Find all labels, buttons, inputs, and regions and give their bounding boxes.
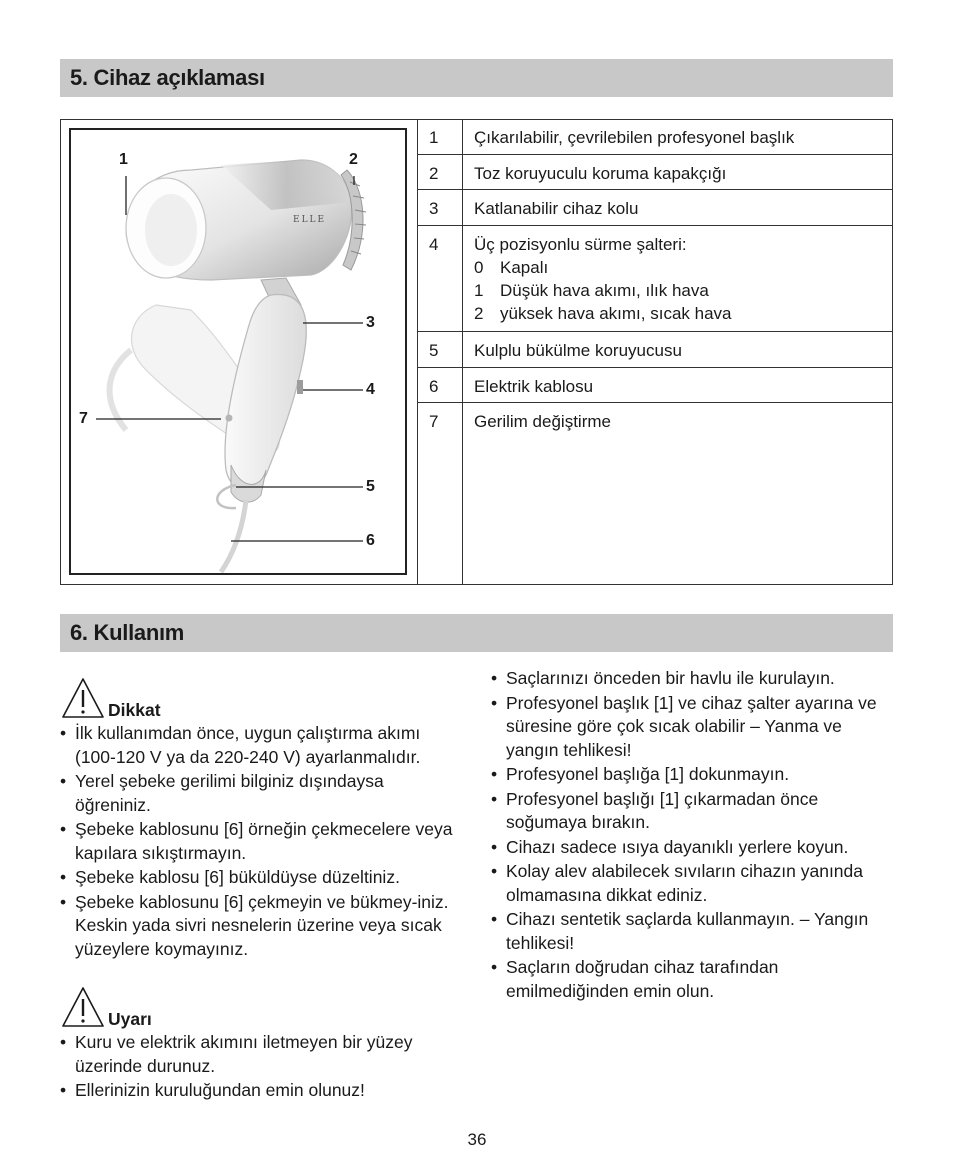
part-description: Toz koruyuculu koruma kapakçığı [474,164,727,183]
part-description: Çıkarılabilir, çevrilebilen profesyonel başlık [474,128,795,147]
list-item: • Şebeke kablosu [6] büküldüyse düzeltiniz. [60,866,460,890]
table-row [418,403,893,585]
callout-7: 7 [79,410,88,427]
callout-4: 4 [366,381,375,398]
list-item: • Cihazı sentetik saçlarda kullanmayın. – Yangın tehlikesi! [491,908,896,955]
part-number: 5 [429,341,439,360]
table-row [418,368,893,403]
list-item: • Saçlarınızı önceden bir havlu ile kurulayın. [491,667,896,691]
list-item: • Şebeke kablosunu [6] örneğin çekmecelere veya kapılara sıkıştırmayın. [60,818,460,865]
table-row [418,226,893,332]
list-item: • Ellerinizin kuruluğundan emin olunuz! [60,1079,460,1103]
part-description: Kulplu bükülme koruyucusu [474,341,682,360]
caution-heading [60,676,460,720]
caution-list [60,722,460,961]
part-number: 2 [429,164,439,183]
list-item: • Saçların doğrudan cihaz tarafından emilmediğinden emin olun. [491,956,896,1003]
warning-triangle-icon [60,676,106,720]
page-number: 36 [467,1130,487,1149]
warning-heading-label: Uyarı [108,1008,152,1029]
callout-1: 1 [119,151,128,168]
switch-title: Üç pozisyonlu sürme şalteri: [474,235,687,254]
parts-table [417,119,893,585]
usage-list [491,667,896,1003]
list-item: • Profesyonel başlığa [1] dokunmayın. [491,763,896,787]
part-number: 4 [429,235,439,254]
list-item: • Profesyonel başlık [1] ve cihaz şalter ayarına ve süresine göre çok sıcak olabilir – Yanma ve yangın tehlikesi! [491,692,896,763]
usage-right-column [491,667,896,1004]
switch-position-2: 2 yüksek hava akımı, sıcak hava [474,304,732,323]
part-description [474,233,884,325]
usage-left-column [60,676,460,1104]
callout-3: 3 [366,314,375,331]
section-heading-device-description: 5. Cihaz açıklaması [60,59,893,97]
hair-dryer-figure [69,128,407,575]
callout-6: 6 [366,532,375,549]
caution-heading-label: Dikkat [108,699,161,720]
hair-dryer-illustration [71,130,405,573]
callout-2: 2 [349,151,358,168]
part-description: Gerilim değiştirme [474,412,611,431]
table-row [418,119,893,155]
list-item: • Kuru ve elektrik akımını iletmeyen bir yüzey üzerinde durunuz. [60,1031,460,1078]
switch-position-0: 0 Kapalı [474,258,549,277]
list-item: • Yerel şebeke gerilimi bilginiz dışındaysa öğreniniz. [60,770,460,817]
section-heading-usage: 6. Kullanım [60,614,893,652]
warning-triangle-icon [60,985,106,1029]
table-row [418,332,893,368]
switch-position-1: 1 Düşük hava akımı, ılık hava [474,281,709,300]
part-number: 6 [429,377,439,396]
list-item: • Şebeke kablosunu [6] çekmeyin ve bükmey-iniz. Keskin yada sivri nesnelerin üzerine veya sıcak yüzeylere koymayınız. [60,891,460,962]
list-item: • Profesyonel başlığı [1] çıkarmadan önce soğumaya bırakın. [491,788,896,835]
brand-logo: ELLE [293,215,327,225]
part-description: Elektrik kablosu [474,377,594,396]
list-item: • Kolay alev alabilecek sıvıların cihazın yanında olmamasına dikkat ediniz. [491,860,896,907]
table-row [418,190,893,226]
list-item: • Cihazı sadece ısıya dayanıklı yerlere koyun. [491,836,896,860]
part-number: 1 [429,128,439,147]
part-number: 3 [429,199,439,218]
table-row [418,155,893,190]
part-number: 7 [429,412,439,431]
warning-list [60,1031,460,1103]
part-description: Katlanabilir cihaz kolu [474,199,639,218]
warning-heading [60,985,460,1029]
list-item: • İlk kullanımdan önce, uygun çalıştırma akımı (100-120 V ya da 220-240 V) ayarlanmalıdır. [60,722,460,769]
callout-5: 5 [366,478,375,495]
